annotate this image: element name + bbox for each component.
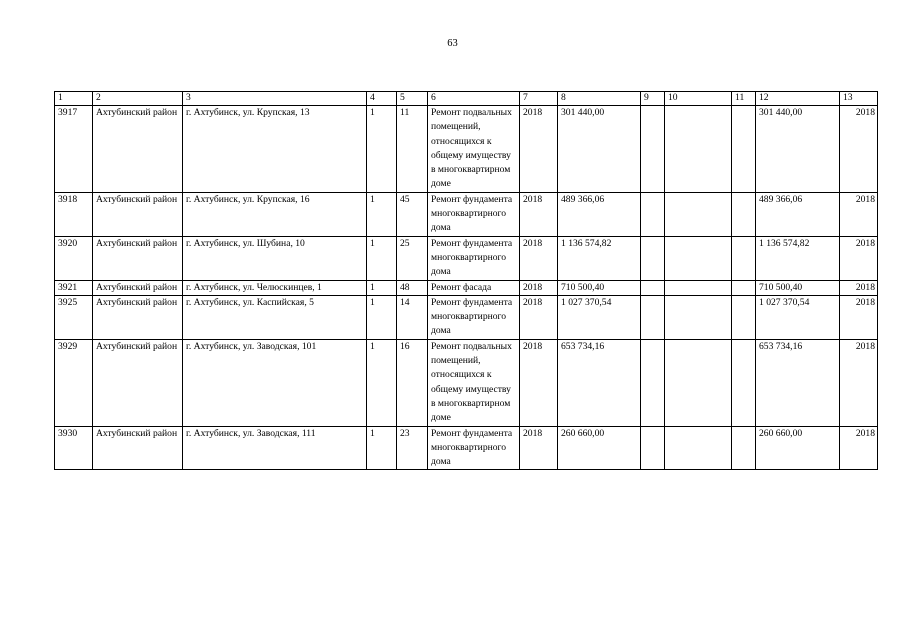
column-header-10: 10	[665, 92, 732, 106]
col4-cell: 1	[367, 295, 397, 339]
final-year-cell: 2018	[840, 236, 878, 280]
column-header-9: 9	[641, 92, 665, 106]
col10-cell	[665, 280, 732, 295]
address-cell: г. Ахтубинск, ул. Крупская, 13	[183, 106, 367, 193]
column-header-4: 4	[367, 92, 397, 106]
column-header-13: 13	[840, 92, 878, 106]
col10-cell	[665, 106, 732, 193]
col9-cell	[641, 192, 665, 236]
col4-cell: 1	[367, 280, 397, 295]
amount-cell: 653 734,16	[558, 339, 641, 426]
col5-cell: 25	[397, 236, 428, 280]
amount-cell: 1 027 370,54	[558, 295, 641, 339]
final-year-cell: 2018	[840, 106, 878, 193]
record-id-cell: 3925	[55, 295, 93, 339]
amount-cell: 489 366,06	[558, 192, 641, 236]
col4-cell: 1	[367, 339, 397, 426]
table-row	[55, 106, 878, 193]
column-header-11: 11	[732, 92, 756, 106]
district-cell: Ахтубинский район	[93, 280, 183, 295]
final-year-cell: 2018	[840, 192, 878, 236]
col4-cell: 1	[367, 426, 397, 470]
work-type-cell: Ремонт подвальных помещений, относящихся к общему имуществу в многоквартирном доме	[428, 106, 520, 193]
work-type-cell: Ремонт фасада	[428, 280, 520, 295]
record-id-cell: 3918	[55, 192, 93, 236]
work-type-cell: Ремонт подвальных помещений, относящихся к общему имуществу в многоквартирном доме	[428, 339, 520, 426]
col11-cell	[732, 106, 756, 193]
record-id-cell: 3929	[55, 339, 93, 426]
address-cell: г. Ахтубинск, ул. Заводская, 101	[183, 339, 367, 426]
district-cell: Ахтубинский район	[93, 106, 183, 193]
year-cell: 2018	[520, 106, 558, 193]
final-year-cell: 2018	[840, 339, 878, 426]
page-number: 63	[447, 38, 458, 49]
address-cell: г. Ахтубинск, ул. Заводская, 111	[183, 426, 367, 470]
total-cell: 489 366,06	[756, 192, 840, 236]
district-cell: Ахтубинский район	[93, 426, 183, 470]
total-cell: 653 734,16	[756, 339, 840, 426]
col11-cell	[732, 295, 756, 339]
column-header-1: 1	[55, 92, 93, 106]
total-cell: 260 660,00	[756, 426, 840, 470]
total-cell: 301 440,00	[756, 106, 840, 193]
col4-cell: 1	[367, 106, 397, 193]
address-cell: г. Ахтубинск, ул. Каспийская, 5	[183, 295, 367, 339]
year-cell: 2018	[520, 295, 558, 339]
work-type-cell: Ремонт фундамента многоквартирного дома	[428, 426, 520, 470]
work-type-cell: Ремонт фундамента многоквартирного дома	[428, 295, 520, 339]
column-header-6: 6	[428, 92, 520, 106]
col11-cell	[732, 280, 756, 295]
amount-cell: 710 500,40	[558, 280, 641, 295]
column-header-12: 12	[756, 92, 840, 106]
amount-cell: 301 440,00	[558, 106, 641, 193]
col10-cell	[665, 295, 732, 339]
address-cell: г. Ахтубинск, ул. Челюскинцев, 1	[183, 280, 367, 295]
table-row	[55, 339, 878, 426]
amount-cell: 1 136 574,82	[558, 236, 641, 280]
year-cell: 2018	[520, 280, 558, 295]
record-id-cell: 3930	[55, 426, 93, 470]
col5-cell: 45	[397, 192, 428, 236]
col10-cell	[665, 236, 732, 280]
col9-cell	[641, 236, 665, 280]
district-cell: Ахтубинский район	[93, 236, 183, 280]
record-id-cell: 3920	[55, 236, 93, 280]
col10-cell	[665, 339, 732, 426]
column-header-3: 3	[183, 92, 367, 106]
work-type-cell: Ремонт фундамента многоквартирного дома	[428, 192, 520, 236]
col11-cell	[732, 236, 756, 280]
year-cell: 2018	[520, 192, 558, 236]
col5-cell: 23	[397, 426, 428, 470]
col5-cell: 14	[397, 295, 428, 339]
total-cell: 1 136 574,82	[756, 236, 840, 280]
col9-cell	[641, 280, 665, 295]
record-id-cell: 3917	[55, 106, 93, 193]
table-row	[55, 295, 878, 339]
district-cell: Ахтубинский район	[93, 339, 183, 426]
column-header-7: 7	[520, 92, 558, 106]
col5-cell: 16	[397, 339, 428, 426]
final-year-cell: 2018	[840, 426, 878, 470]
col11-cell	[732, 192, 756, 236]
program-table	[54, 91, 878, 470]
year-cell: 2018	[520, 426, 558, 470]
final-year-cell: 2018	[840, 295, 878, 339]
column-header-2: 2	[93, 92, 183, 106]
table-row	[55, 236, 878, 280]
address-cell: г. Ахтубинск, ул. Шубина, 10	[183, 236, 367, 280]
record-id-cell: 3921	[55, 280, 93, 295]
address-cell: г. Ахтубинск, ул. Крупская, 16	[183, 192, 367, 236]
col5-cell: 11	[397, 106, 428, 193]
col9-cell	[641, 106, 665, 193]
work-type-cell: Ремонт фундамента многоквартирного дома	[428, 236, 520, 280]
col4-cell: 1	[367, 192, 397, 236]
col5-cell: 48	[397, 280, 428, 295]
col10-cell	[665, 426, 732, 470]
column-header-8: 8	[558, 92, 641, 106]
district-cell: Ахтубинский район	[93, 295, 183, 339]
total-cell: 710 500,40	[756, 280, 840, 295]
table-row	[55, 280, 878, 295]
total-cell: 1 027 370,54	[756, 295, 840, 339]
table-row	[55, 426, 878, 470]
final-year-cell: 2018	[840, 280, 878, 295]
col11-cell	[732, 426, 756, 470]
col11-cell	[732, 339, 756, 426]
col4-cell: 1	[367, 236, 397, 280]
table-row	[55, 192, 878, 236]
column-header-5: 5	[397, 92, 428, 106]
amount-cell: 260 660,00	[558, 426, 641, 470]
col9-cell	[641, 339, 665, 426]
year-cell: 2018	[520, 236, 558, 280]
district-cell: Ахтубинский район	[93, 192, 183, 236]
col9-cell	[641, 426, 665, 470]
col9-cell	[641, 295, 665, 339]
year-cell: 2018	[520, 339, 558, 426]
header-row	[55, 92, 878, 106]
col10-cell	[665, 192, 732, 236]
